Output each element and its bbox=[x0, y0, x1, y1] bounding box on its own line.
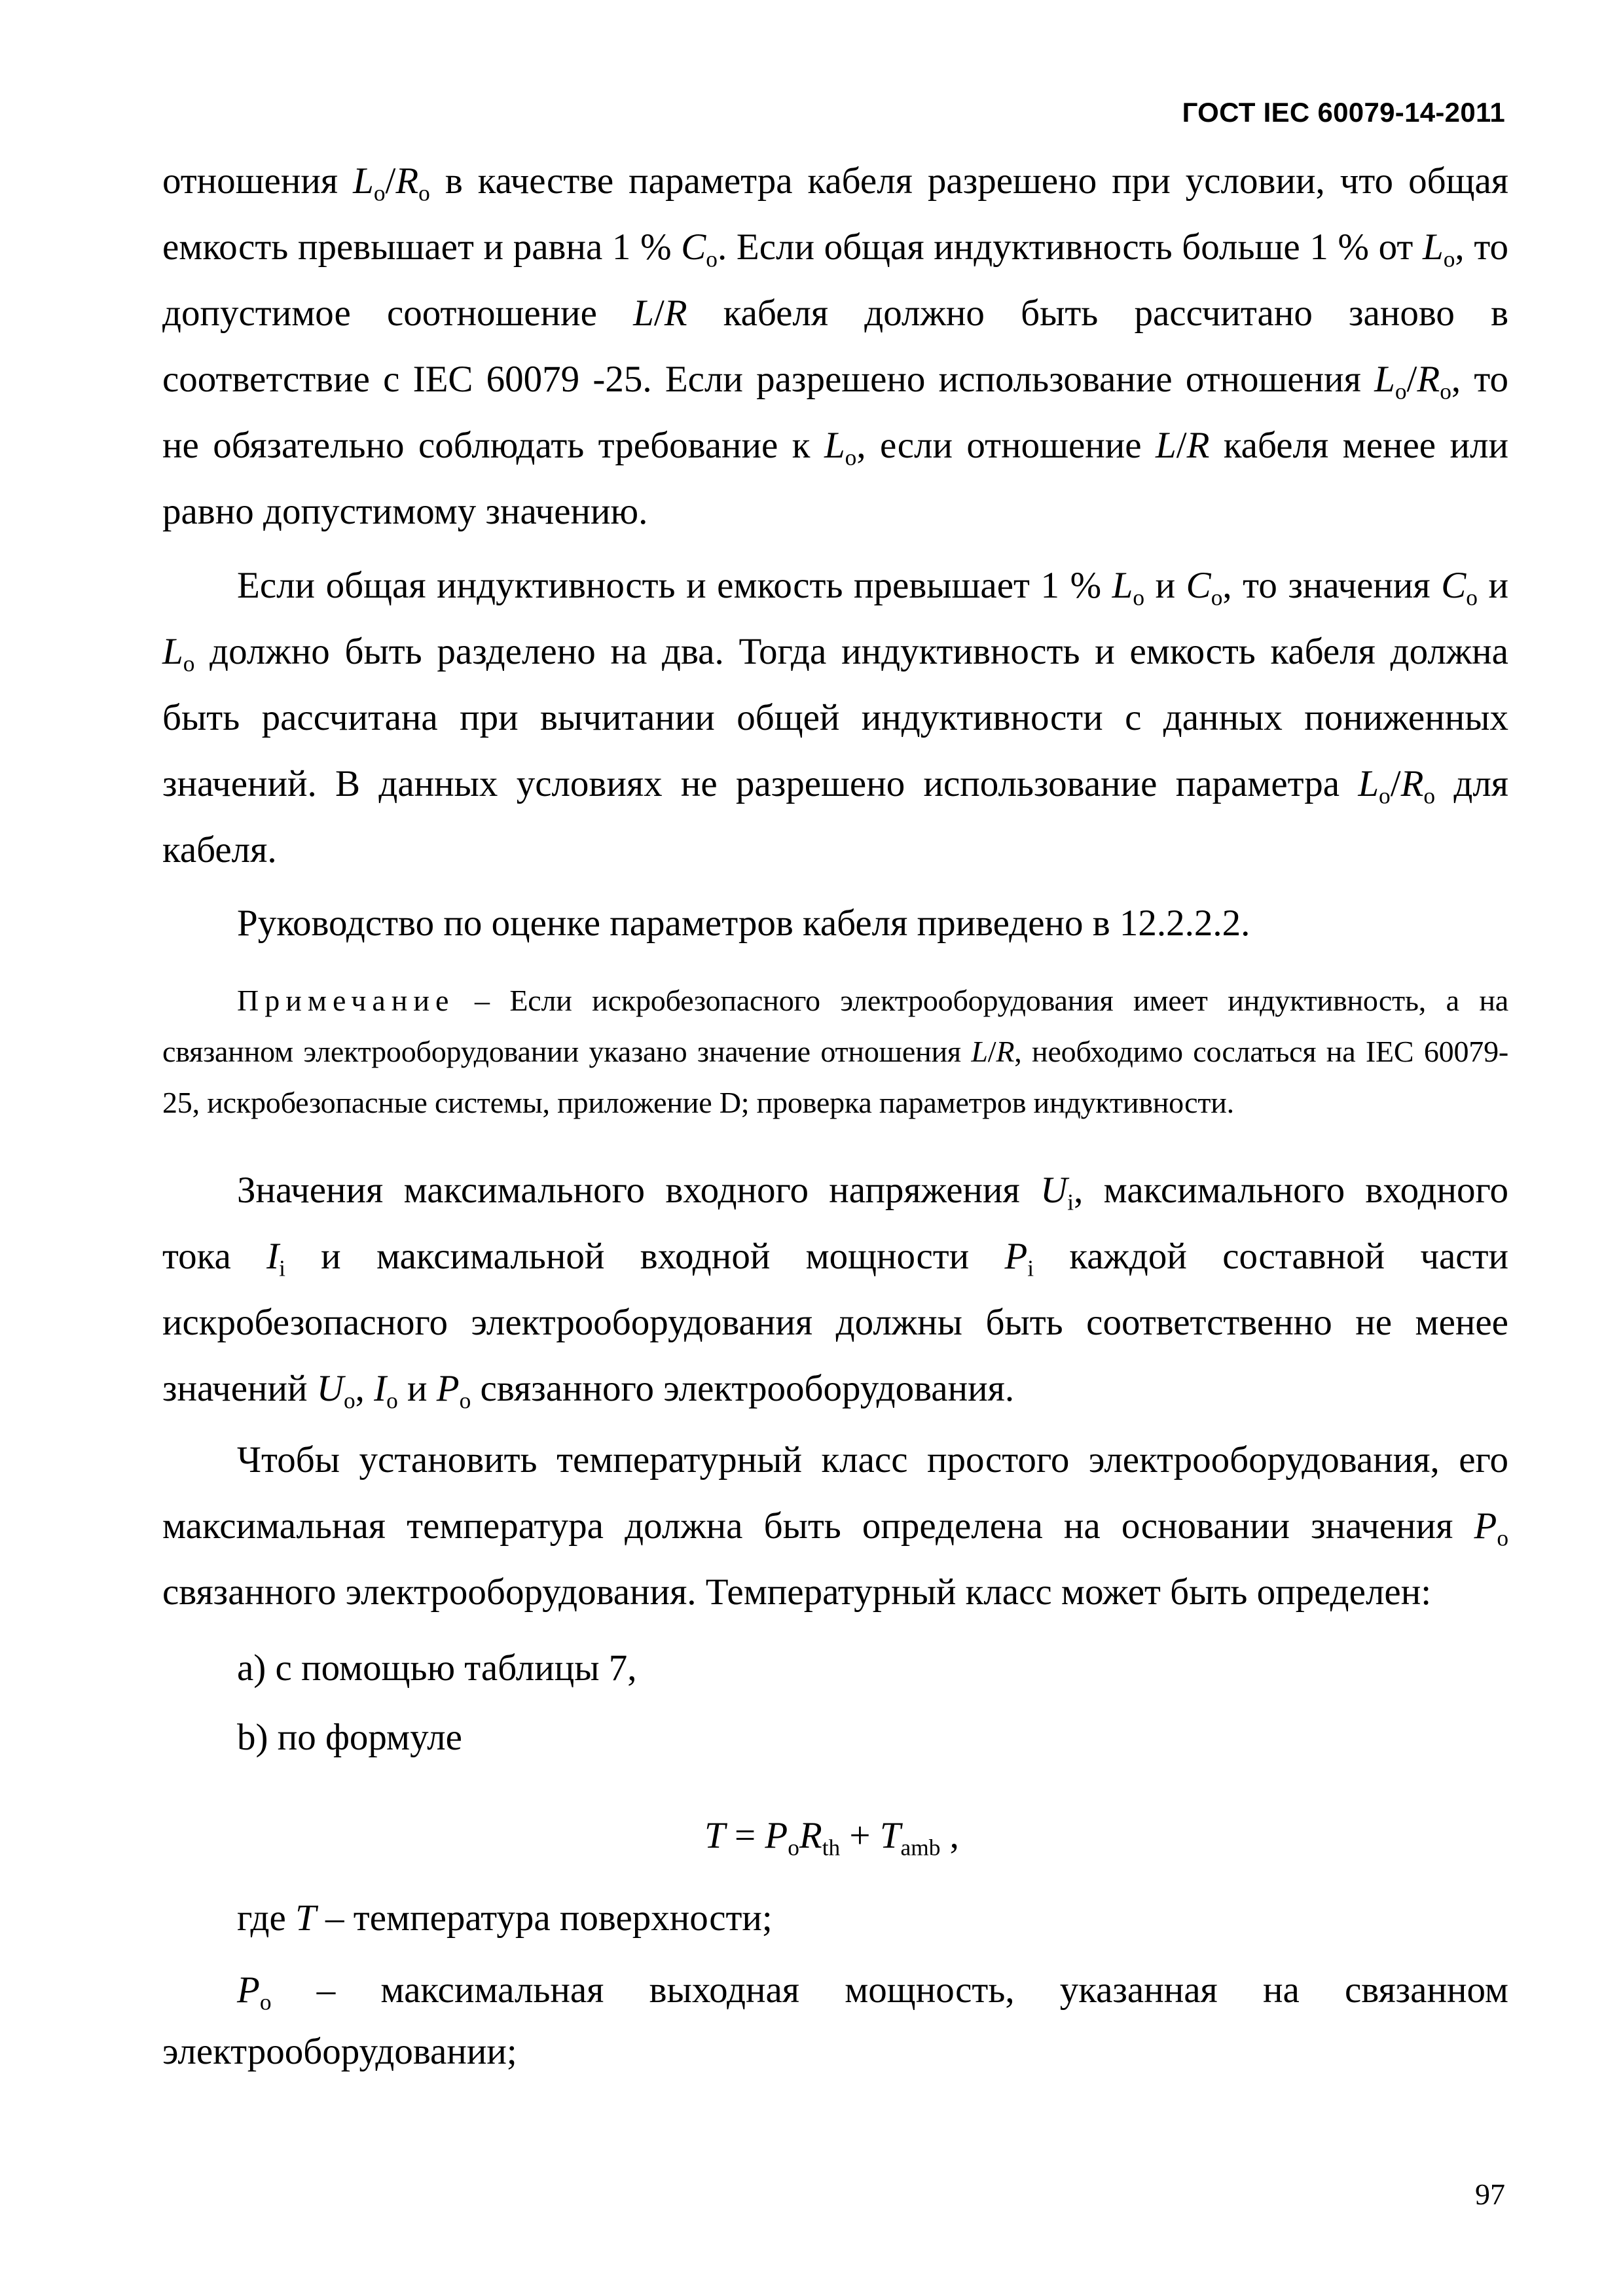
paragraph-5: Чтобы установить температурный класс простого электрооборудования, его максимальная температура должна быть определена на основании значения $P_o$ связанного электрооборудования. Температурный класс может быть определен: bbox=[162, 1439, 1508, 1613]
definition-Po bbox=[237, 1967, 1508, 2013]
definition-Po-continuation: электрооборудовании; bbox=[162, 2031, 517, 2072]
definition-word: указанная bbox=[1059, 1969, 1218, 2011]
definition-word: на bbox=[1262, 1969, 1300, 2011]
note-paragraph: Примечание – Если искробезопасного электрооборудования имеет индуктивность, а на связанном электрооборудовании указано значение отношения L/R, необходимо сослаться на IEC 60079-25, искробезопасные системы, приложение D; проверка параметров индуктивности. bbox=[162, 984, 1509, 1119]
paragraph-3: Руководство по оценке параметров кабеля приведено в 12.2.2.2. bbox=[237, 903, 1250, 944]
list-item-b: b) по формуле bbox=[237, 1717, 462, 1758]
definition-dash: – bbox=[316, 1969, 336, 2011]
paragraph-4: Значения максимального входного напряжения $U_i$, максимального входного тока $I_i$ и максимальной входной мощности $P_i$ каждой составной части искробезопасного электрооборудования должны быть соответственно не менее значений $U_o$, $I_o$ и $P_o$ связанного электрооборудования. bbox=[162, 1170, 1508, 1414]
symbol-Po: $P_o$ bbox=[237, 1969, 272, 2015]
definition-word: максимальная bbox=[380, 1969, 604, 2011]
list-item-a: a) с помощью таблицы 7, bbox=[237, 1647, 637, 1689]
definition-word: выходная bbox=[649, 1969, 800, 2011]
definition-word: связанном bbox=[1344, 1969, 1508, 2011]
definition-T: где T – температура поверхности; bbox=[237, 1897, 773, 1939]
paragraph-2: Если общая индуктивность и емкость превышает 1 % $L_o$ и $C_o$, то значения $C_o$ и $L_o$ должно быть разделено на два. Тогда индуктивность и емкость кабеля должна быть рассчитана при вычитании общей индуктивности с данных пониженных значений. В данных условиях не разрешено использование параметра $L_o/R_o$ для кабеля. bbox=[162, 565, 1508, 870]
paragraph-1: отношения $L_o/R_o$ в качестве параметра кабеля разрешено при условии, что общая емкость превышает и равна 1 % $C_o$. Если общая индуктивность больше 1 % от $L_o$, то допустимое соотношение L/R кабеля должно быть рассчитано заново в соответствие с IEC 60079 -25. Если разрешено использование отношения $L_o/R_o$, то не обязательно соблюдать требование к $L_o$, если отношение L/R кабеля менее или равно допустимому значению. bbox=[162, 160, 1509, 532]
formula: $T = P_oR_{th} + T_{amb}$ , bbox=[704, 1815, 959, 1861]
document-header: ГОСТ IEC 60079-14-2011 bbox=[1182, 97, 1505, 128]
definition-word: мощность, bbox=[845, 1969, 1015, 2011]
page-number: 97 bbox=[1475, 2178, 1505, 2211]
